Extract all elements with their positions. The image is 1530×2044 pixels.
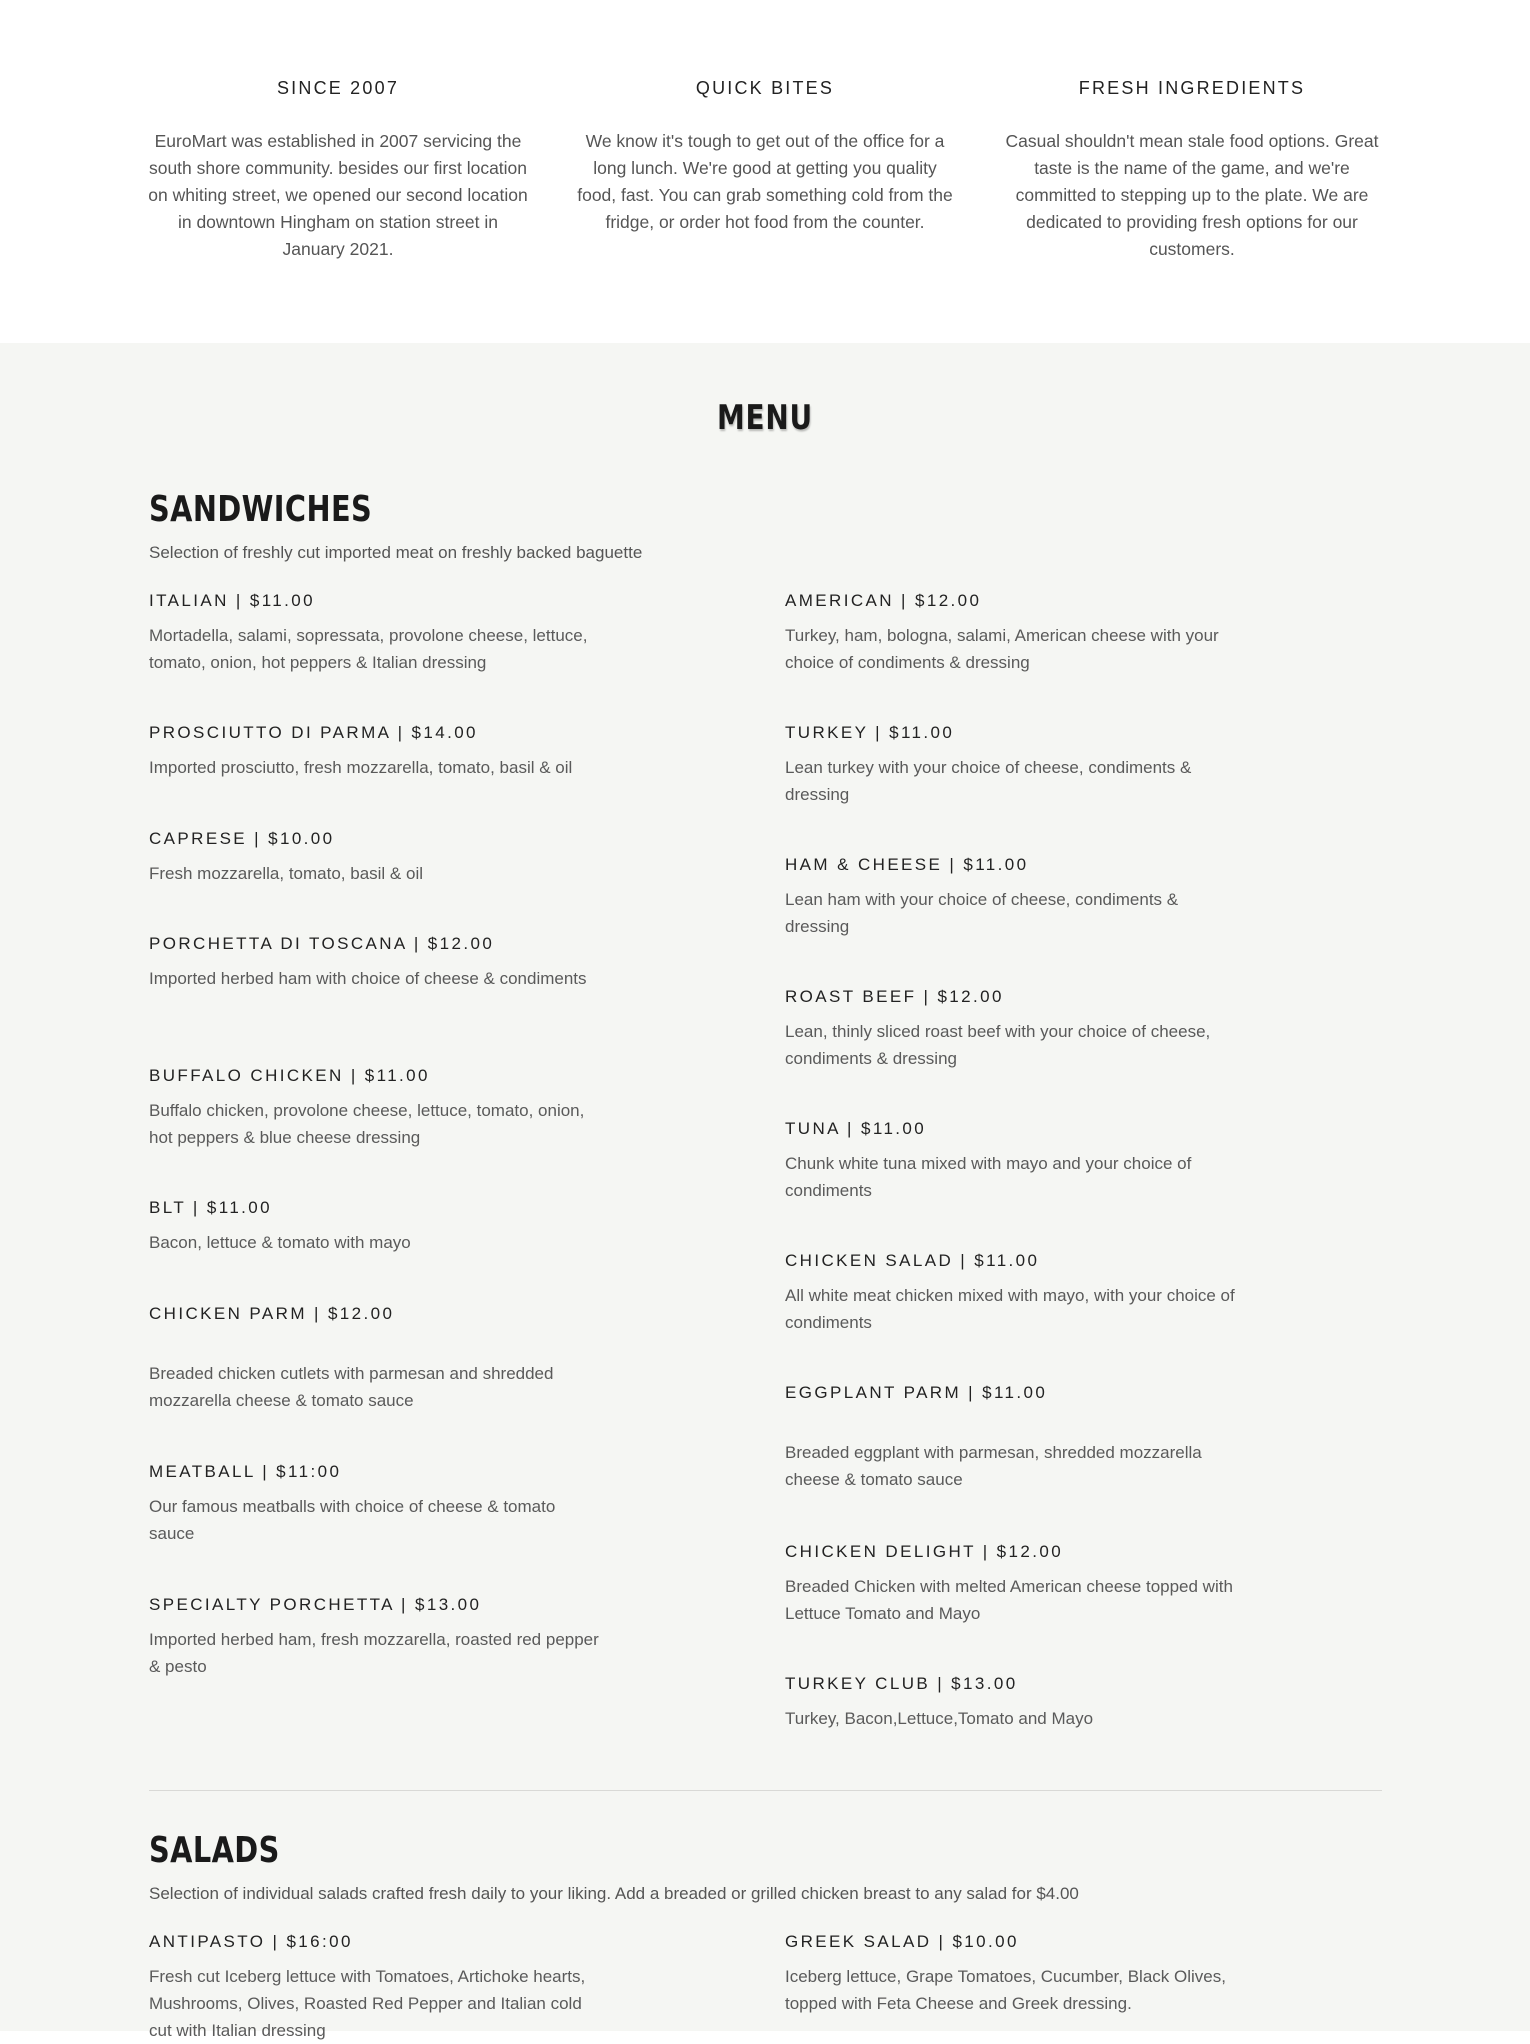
menu-item-american — [785, 590, 1235, 676]
item-name: CHICKEN PARM | $12.00 — [149, 1304, 395, 1323]
feature-text: Casual shouldn't mean stale food options. Great taste is the name of the game, and we're committed to stepping up to the plate. We are dedicated to providing fresh options for our customers. — [1005, 131, 1379, 259]
item-name: ROAST BEEF | $12.00 — [785, 987, 1004, 1006]
item-name: TURKEY CLUB | $13.00 — [785, 1674, 1018, 1693]
item-name: TUNA | $11.00 — [785, 1119, 927, 1138]
menu-section — [0, 343, 1530, 2040]
item-description: Lean ham with your choice of cheese, condiments & dressing — [785, 890, 1179, 936]
menu-item-chicken-salad — [785, 1250, 1235, 1336]
menu-item-buffalo-chicken — [149, 1065, 599, 1151]
feature-since-2007 — [148, 78, 528, 263]
item-name: BUFFALO CHICKEN | $11.00 — [149, 1066, 430, 1085]
menu-item-roast-beef — [785, 986, 1235, 1072]
menu-item-italian — [149, 590, 599, 676]
item-name: ITALIAN | $11.00 — [149, 591, 315, 610]
sandwiches-heading: SANDWICHES — [149, 489, 373, 530]
item-name: BLT | $11.00 — [149, 1198, 273, 1217]
item-name: CHICKEN SALAD | $11.00 — [785, 1251, 1040, 1270]
sandwiches-description: Selection of freshly cut imported meat on freshly backed baguette — [149, 543, 643, 562]
menu-item-turkey-club — [785, 1673, 1235, 1732]
item-description: Breaded chicken cutlets with parmesan and shredded mozzarella cheese & tomato sauce — [149, 1364, 554, 1410]
menu-item-prosciutto — [149, 722, 599, 781]
item-description: Our famous meatballs with choice of cheese & tomato sauce — [149, 1497, 556, 1543]
menu-item-porchetta-toscana — [149, 933, 599, 992]
item-name: CHICKEN DELIGHT | $12.00 — [785, 1542, 1064, 1561]
item-description: Bacon, lettuce & tomato with mayo — [149, 1233, 411, 1252]
item-description: Fresh cut Iceberg lettuce with Tomatoes, Artichoke hearts, Mushrooms, Olives, Roasted Red Pepper and Italian cold cut with Italian dressing — [149, 1967, 586, 2040]
item-name: TURKEY | $11.00 — [785, 723, 955, 742]
menu-item-blt — [149, 1197, 599, 1256]
menu-item-ham-cheese — [785, 854, 1235, 940]
item-name: AMERICAN | $12.00 — [785, 591, 982, 610]
item-description: Iceberg lettuce, Grape Tomatoes, Cucumber, Black Olives, topped with Feta Cheese and Greek dressing. — [785, 1967, 1226, 2013]
menu-item-eggplant-parm — [785, 1382, 1235, 1493]
item-name: PROSCIUTTO DI PARMA | $14.00 — [149, 723, 478, 742]
item-name: HAM & CHEESE | $11.00 — [785, 855, 1029, 874]
section-divider — [149, 1790, 1382, 1791]
salads-description: Selection of individual salads crafted fresh daily to your liking. Add a breaded or grilled chicken breast to any salad for $4.00 — [149, 1884, 1079, 1903]
item-name: GREEK SALAD | $10.00 — [785, 1932, 1019, 1951]
item-name: PORCHETTA DI TOSCANA | $12.00 — [149, 934, 495, 953]
item-description: Lean turkey with your choice of cheese, condiments & dressing — [785, 758, 1192, 804]
item-description: Imported herbed ham with choice of cheese & condiments — [149, 969, 587, 988]
item-description: Turkey, Bacon,Lettuce,Tomato and Mayo — [785, 1709, 1094, 1728]
menu-item-specialty-porchetta — [149, 1594, 599, 1680]
menu-item-antipasto — [149, 1931, 599, 2044]
about-section — [0, 0, 1530, 343]
feature-title: SINCE 2007 — [276, 78, 400, 98]
item-description: Chunk white tuna mixed with mayo and your choice of condiments — [785, 1154, 1192, 1200]
item-description: Fresh mozzarella, tomato, basil & oil — [149, 864, 423, 883]
item-name: MEATBALL | $11:00 — [149, 1462, 342, 1481]
item-description: Lean, thinly sliced roast beef with your choice of cheese, condiments & dressing — [785, 1022, 1211, 1068]
menu-item-meatball — [149, 1461, 599, 1547]
item-description: Breaded eggplant with parmesan, shredded mozzarella cheese & tomato sauce — [785, 1443, 1202, 1489]
feature-quick-bites — [575, 78, 955, 236]
menu-item-turkey — [785, 722, 1235, 808]
feature-title: QUICK BITES — [695, 78, 835, 98]
item-name: ANTIPASTO | $16:00 — [149, 1932, 353, 1951]
menu-item-chicken-delight — [785, 1541, 1235, 1627]
item-description: Imported prosciutto, fresh mozzarella, tomato, basil & oil — [149, 758, 573, 777]
item-description: Breaded Chicken with melted American cheese topped with Lettuce Tomato and Mayo — [785, 1577, 1233, 1623]
menu-item-tuna — [785, 1118, 1235, 1204]
item-name: EGGPLANT PARM | $11.00 — [785, 1383, 1048, 1402]
item-name: SPECIALTY PORCHETTA | $13.00 — [149, 1595, 482, 1614]
salads-heading: SALADS — [149, 1830, 280, 1871]
item-name: CAPRESE | $10.00 — [149, 829, 335, 848]
item-description: Imported herbed ham, fresh mozzarella, roasted red pepper & pesto — [149, 1630, 599, 1676]
feature-text: EuroMart was established in 2007 servicing the south shore community. besides our first location on whiting street, we opened our second location in downtown Hingham on station street in January 2021. — [148, 131, 528, 259]
item-description: Mortadella, salami, sopressata, provolone cheese, lettuce, tomato, onion, hot peppers & Italian dressing — [149, 626, 588, 672]
menu-title: MENU — [716, 398, 814, 438]
item-description: Turkey, ham, bologna, salami, American cheese with your choice of condiments & dressing — [785, 626, 1219, 672]
menu-item-caprese — [149, 828, 599, 887]
feature-text: We know it's tough to get out of the office for a long lunch. We're good at getting you quality food, fast. You can grab something cold from the fridge, or order hot food from the counter. — [577, 131, 953, 232]
menu-item-chicken-parm — [149, 1303, 599, 1414]
item-description: Buffalo chicken, provolone cheese, lettuce, tomato, onion, hot peppers & blue cheese dressing — [149, 1101, 585, 1147]
feature-title: FRESH INGREDIENTS — [1078, 78, 1306, 98]
feature-fresh-ingredients — [1002, 78, 1382, 263]
menu-item-greek-salad — [785, 1931, 1235, 2017]
item-description: All white meat chicken mixed with mayo, with your choice of condiments — [785, 1286, 1235, 1332]
